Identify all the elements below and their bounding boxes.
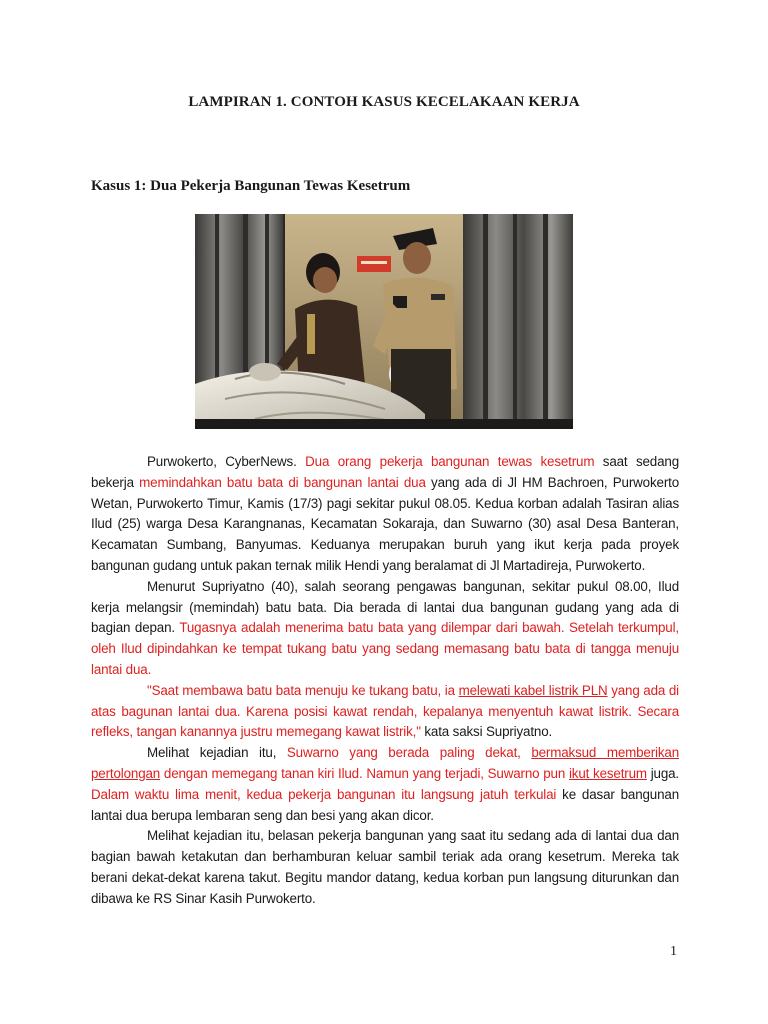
highlighted-text: "Saat membawa batu bata menuju ke tukang batu, ia [147,682,459,698]
highlighted-text: Suwarno yang berada paling dekat, [286,745,532,761]
highlighted-text: Dua orang pekerja bangunan tewas kesetrum [305,454,595,469]
article-paragraph [91,452,679,577]
paragraph-text: yang ada di Jl HM Bachroen, Purwokerto Wetan, Purwokerto Timur, Kamis (17/3) pagi sekitar pukul 08.05. Kedua korban adalah Tasiran alias Ilud (25) warga Desa Karangnanas, Kecamatan Sokaraja, dan Suwarno (30) asal Desa Banteran, Kecamatan Sumbang, Banyumas. Keduanya merupakan buruh yang ikut kerja pada proyek bangunan gudang untuk pakan ternak milik Hendi yang beralamat di Jl Martadireja, Purwokerto. [91,474,679,573]
article-paragraph [91,577,679,681]
highlighted-text: memindahkan batu bata di bangunan lantai dua [139,474,426,490]
article-body [91,452,679,910]
highlighted-text: dengan memegang tanan kiri Ilud. Namun yang terjadi, Suwarno pun [160,765,569,781]
underlined-highlighted-text: bermaksud memberikan pertolongan [91,745,679,781]
underlined-highlighted-text: melewati kabel listrik PLN [458,682,608,698]
news-photo-illustration [195,214,573,429]
paragraph-text: Melihat kejadian itu, [147,745,287,761]
paragraph-text: saat sedang bekerja [91,454,679,490]
page-number: 1 [670,944,677,959]
highlighted-text: Dalam waktu lima menit, kedua pekerja bangunan itu langsung jatuh terkulai [91,786,557,802]
paragraph-text: kata saksi Supriyatno. [420,724,553,740]
paragraph-text: Melihat kejadian itu, belasan pekerja bangunan yang saat itu sedang ada di lantai dua dan bagian bawah ketakutan dan berhamburan keluar sambil teriak ada orang kesetrum. Mereka tak berani dekat-dekat karena takut. Begitu mandor datang, kedua korban pun langsung diturunkan dan dibawa ke RS Sinar Kasih Purwokerto. [91,828,679,906]
article-paragraph [91,743,679,826]
paragraph-text: ke dasar bangunan lantai dua berupa lembaran seng dan besi yang akan dicor. [91,786,679,823]
case-heading: Kasus 1: Dua Pekerja Bangunan Tewas Kesetrum [91,178,411,194]
news-photo [195,214,573,429]
article-paragraph [91,681,679,743]
article-paragraph [91,826,679,909]
paragraph-text: Purwokerto, CyberNews. [147,454,306,469]
highlighted-text: Tugasnya adalah menerima batu bata yang dilempar dari bawah. Setelah terkumpul, oleh Ilud dipindahkan ke tempat tukang batu yang sedang memasang batu bata di tangga menuju lantai dua. [91,620,679,677]
paragraph-text: juga. [646,765,679,781]
paragraph-text: Menurut Supriyatno (40), salah seorang pengawas bangunan, sekitar pukul 08.00, Ilud kerja melangsir (memindah) batu bata. Dia berada di lantai dua bangunan gudang yang ada di bagian depan. [91,578,679,636]
underlined-highlighted-text: ikut kesetrum [568,765,647,781]
document-title: LAMPIRAN 1. CONTOH KASUS KECELAKAAN KERJA [188,94,580,110]
highlighted-text: yang ada di atas bagunan lantai dua. Karena posisi kawat rendah, kepalanya menyentuh kawat listrik. Secara refleks, tangan kanannya justru memegang kawat listrik," [91,682,679,740]
